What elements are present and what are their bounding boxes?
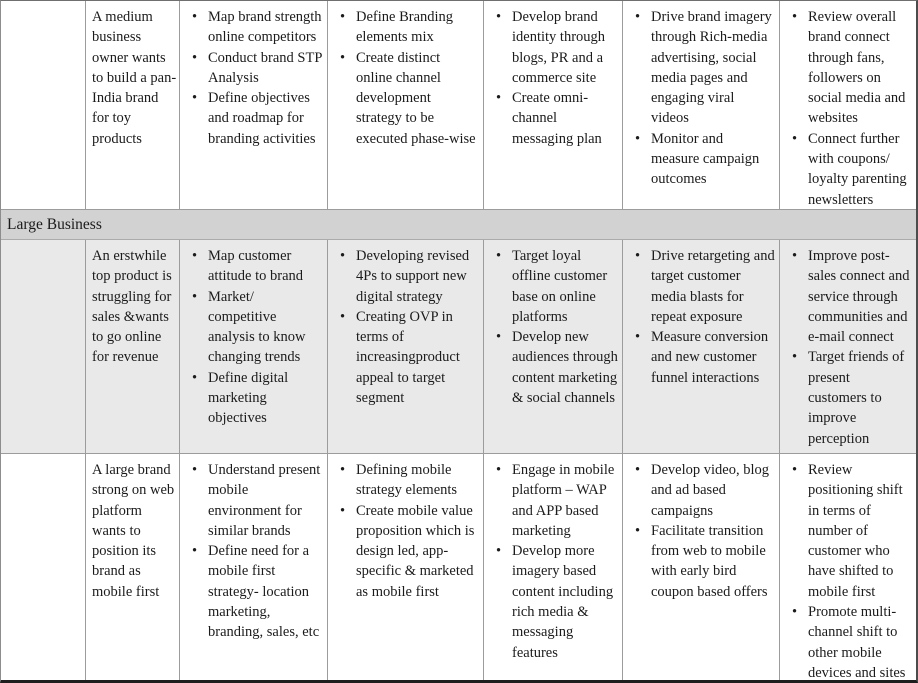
bullet-marker: • <box>792 9 798 25</box>
bullet-marker: • <box>192 248 198 264</box>
bullets-cell <box>780 240 916 454</box>
bullet-item <box>328 246 479 307</box>
bullet-marker: • <box>496 543 502 560</box>
scenario-text: A large brand strong on web platform wants to position its brand as mobile first <box>92 462 175 600</box>
bullet-text: Target loyal offline customer base on online platforms <box>512 248 608 325</box>
bullet-marker: • <box>792 462 798 478</box>
bullets-cell <box>484 240 623 454</box>
bullets-cell <box>180 240 328 454</box>
scenario-text: A medium business owner wants to build a pan- India brand for toy products <box>92 9 177 147</box>
bullets-cell <box>180 454 328 680</box>
bullet-item <box>180 541 323 642</box>
bullet-text: Market/ competitive analysis to know changing trends <box>208 288 306 366</box>
bullet-text: Connect further with coupons/ loyalty parenting newsletters <box>808 130 907 208</box>
bullet-item <box>484 541 618 663</box>
bullet-item <box>328 460 479 501</box>
bullet-text: Define objectives and roadmap for branding activities <box>208 90 316 147</box>
bullets-cell <box>623 454 780 680</box>
bullet-marker: • <box>340 462 346 478</box>
bullet-item <box>623 246 775 327</box>
bullet-text: Define Branding elements mix <box>356 9 454 46</box>
bullet-text: Target friends of present customers to improve perception <box>808 349 905 447</box>
bullet-item <box>780 602 912 680</box>
bullet-item <box>328 307 479 408</box>
bullet-marker: • <box>792 349 798 366</box>
bullet-text: Defining mobile strategy elements <box>356 462 458 499</box>
empty-cell <box>1 1 86 210</box>
bullet-item <box>623 521 775 602</box>
bullet-item <box>484 246 618 327</box>
bullet-item <box>780 460 912 602</box>
scenario-cell <box>86 454 180 680</box>
bullet-marker: • <box>635 462 641 478</box>
bullet-marker: • <box>792 248 798 264</box>
bullet-text: Conduct brand STP Analysis <box>208 49 322 86</box>
bullet-marker: • <box>192 9 198 25</box>
bullet-item <box>180 88 323 149</box>
bullets-cell <box>623 240 780 454</box>
bullet-text: Map brand strength online competitors <box>208 9 322 46</box>
bullet-marker: • <box>340 9 346 25</box>
bullet-marker: • <box>192 49 198 66</box>
bullet-marker: • <box>496 329 502 346</box>
bullet-item <box>180 7 323 48</box>
bullets-cell <box>780 454 916 680</box>
bullet-marker: • <box>792 130 798 147</box>
bullet-item <box>623 460 775 521</box>
bullet-marker: • <box>635 329 641 346</box>
bullet-text: Engage in mobile platform – WAP and APP based marketing <box>512 462 615 539</box>
bullet-text: Review overall brand connect through fans, followers on social media and websites <box>808 9 906 127</box>
bullet-marker: • <box>192 288 198 305</box>
bullet-item <box>180 368 323 429</box>
bullet-marker: • <box>635 9 641 25</box>
bullet-text: Facilitate transition from web to mobile with early bird coupon based offers <box>651 522 768 600</box>
bullet-item <box>780 129 912 210</box>
bullet-item <box>484 7 618 88</box>
bullets-cell <box>180 1 328 210</box>
bullet-marker: • <box>340 49 346 66</box>
empty-cell <box>1 454 86 680</box>
bullet-text: Review positioning shift in terms of number of customer who have shifted to mobile first <box>808 462 903 600</box>
bullet-text: Map customer attitude to brand <box>208 248 304 285</box>
bullet-item <box>484 460 618 541</box>
bullet-text: Promote multi-channel shift to other mobile devices and sites <box>808 604 906 680</box>
bullet-text: Monitor and measure campaign outcomes <box>651 130 760 188</box>
scenario-cell <box>86 240 180 454</box>
bullet-marker: • <box>635 522 641 539</box>
bullet-item <box>328 501 479 602</box>
bullet-text: Drive retargeting and target customer media blasts for repeat exposure <box>651 248 775 325</box>
bullet-marker: • <box>340 248 346 264</box>
bullet-marker: • <box>192 543 198 560</box>
bullet-text: Improve post-sales connect and service through communities and e-mail connect <box>808 248 910 346</box>
bullet-marker: • <box>192 90 198 107</box>
bullets-cell <box>328 240 484 454</box>
bullets-cell <box>623 1 780 210</box>
bullet-text: Develop video, blog and ad based campaigns <box>651 462 769 519</box>
bullets-cell <box>328 454 484 680</box>
bullet-item <box>484 88 618 149</box>
bullet-text: Create distinct online channel development strategy to be executed phase-wise <box>356 49 476 147</box>
bullet-text: Drive brand imagery through Rich-media advertising, social media pages and engaging viral videos <box>651 9 772 127</box>
bullet-item <box>484 327 618 408</box>
bullet-marker: • <box>792 604 798 621</box>
bullet-item <box>328 48 479 149</box>
bullet-text: Create omni-channel messaging plan <box>512 90 602 147</box>
scenario-cell <box>86 1 180 210</box>
bullets-cell <box>328 1 484 210</box>
bullet-item <box>180 460 323 541</box>
bullet-item <box>180 287 323 368</box>
bullets-cell <box>780 1 916 210</box>
bullet-marker: • <box>496 462 502 478</box>
bullet-text: Define digital marketing objectives <box>208 369 289 427</box>
bullet-marker: • <box>340 308 346 325</box>
section-header-large-business <box>1 210 916 240</box>
bullet-item <box>180 48 323 89</box>
bullets-cell <box>484 1 623 210</box>
bullet-marker: • <box>192 369 198 386</box>
bullet-marker: • <box>496 9 502 25</box>
bullet-item <box>780 7 912 129</box>
bullet-item <box>623 129 775 190</box>
bullet-item <box>623 7 775 129</box>
bullet-marker: • <box>496 248 502 264</box>
bullet-item <box>180 246 323 287</box>
bullet-text: Creating OVP in terms of increasingproduct appeal to target segment <box>356 308 460 407</box>
bullet-text: Understand present mobile environment for similar brands <box>208 462 321 539</box>
bullet-marker: • <box>496 90 502 107</box>
empty-cell <box>1 240 86 454</box>
bullet-item <box>328 7 479 48</box>
bullet-text: Develop brand identity through blogs, PR and a commerce site <box>512 9 606 86</box>
bullet-text: Develop more imagery based content including rich media & messaging features <box>512 543 614 661</box>
bullet-item <box>623 327 775 388</box>
bullet-text: Developing revised 4Ps to support new digital strategy <box>356 248 470 305</box>
bullet-text: Define need for a mobile first strategy- location marketing, branding, sales, etc <box>208 543 320 641</box>
scenario-text: An erstwhile top product is struggling for sales &wants to go online for revenue <box>92 248 172 366</box>
bullet-item <box>780 347 912 448</box>
bullet-item <box>780 246 912 347</box>
bullet-text: Create mobile value proposition which is design led, app-specific & marketed as mobile first <box>356 502 475 600</box>
bullet-marker: • <box>635 248 641 264</box>
bullet-text: Measure conversion and new customer funnel interactions <box>651 329 769 386</box>
section-header-label: Large Business <box>7 216 102 233</box>
bullet-marker: • <box>192 462 198 478</box>
bullet-marker: • <box>340 502 346 519</box>
bullet-marker: • <box>635 130 641 147</box>
bullets-cell <box>484 454 623 680</box>
bullet-text: Develop new audiences through content marketing & social channels <box>512 329 618 407</box>
